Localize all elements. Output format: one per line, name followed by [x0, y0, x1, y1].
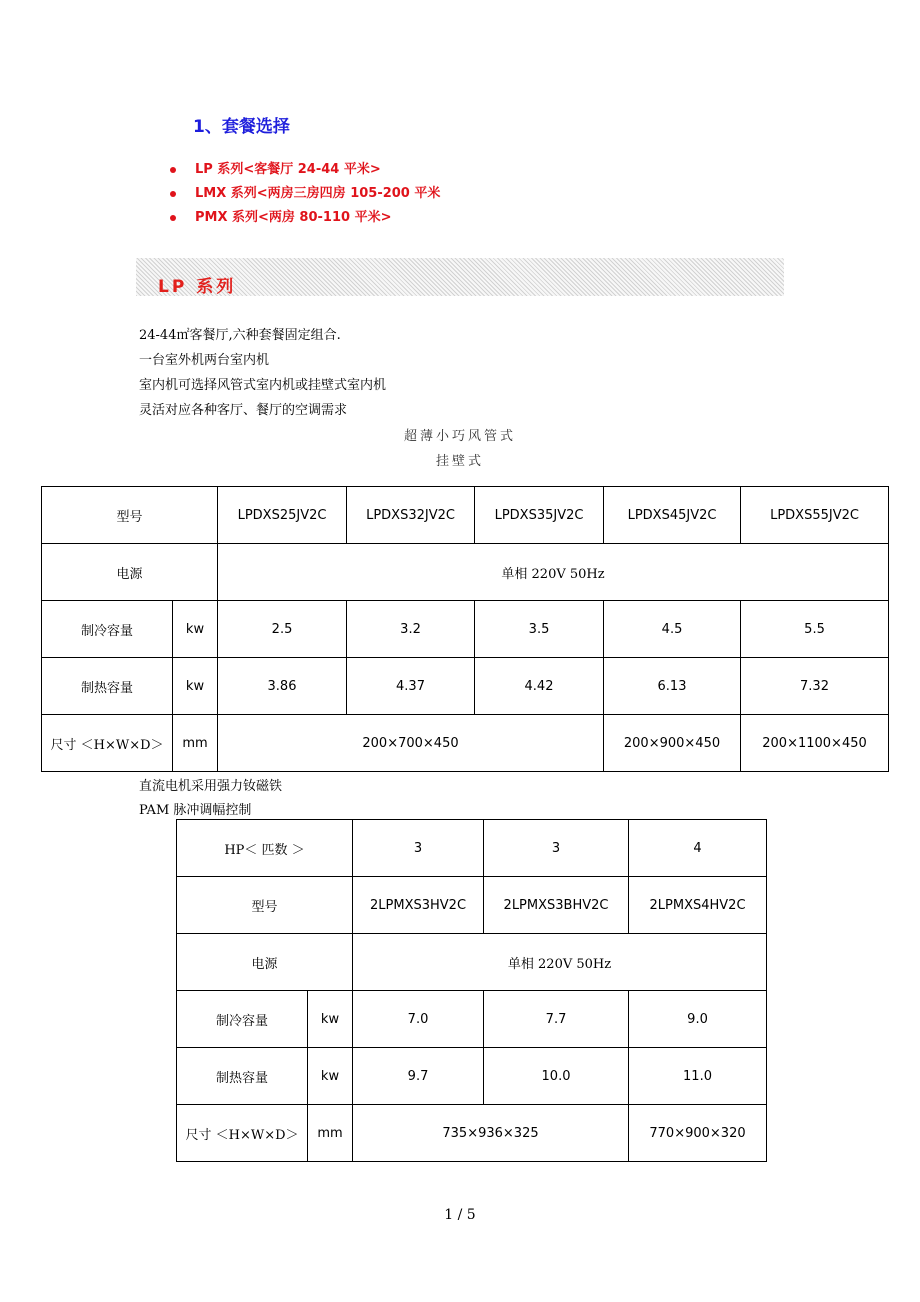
caption-wall-type: 挂壁式: [435, 454, 484, 469]
package-item: [170, 160, 440, 184]
package-item: [170, 184, 440, 208]
value-cell: 7.0: [353, 991, 484, 1048]
value-cell: 7.32: [741, 658, 889, 715]
note-line: 直流电机采用强力钕磁铁: [139, 779, 283, 794]
package-label: LMX 系列<两房三房四房 105-200 平米: [195, 186, 441, 201]
intro-line: 灵活对应各种客厅、餐厅的空调需求: [139, 403, 348, 418]
value-cell: 6.13: [604, 658, 741, 715]
model-cell: 2LPMXS3HV2C: [353, 877, 484, 934]
value-cell: 3: [484, 820, 629, 877]
table-row: [177, 1105, 767, 1162]
table-row: [177, 991, 767, 1048]
value-cell: 9.0: [629, 991, 767, 1048]
value-cell: 3.86: [218, 658, 347, 715]
value-cell: 9.7: [353, 1048, 484, 1105]
cooling-label: 制冷容量: [177, 991, 308, 1048]
size-label: 尺寸 ＜H×W×D＞: [42, 715, 173, 772]
table-row: [42, 544, 889, 601]
bullet-dot-icon: [170, 215, 176, 221]
unit-cell: kw: [173, 658, 218, 715]
lpmx-spec-table: [176, 819, 767, 1162]
table-row: [177, 820, 767, 877]
size-cell: 200×900×450: [604, 715, 741, 772]
package-item: [170, 208, 440, 232]
table-row: [42, 601, 889, 658]
model-label: 型号: [42, 487, 218, 544]
lp-spec-table: [41, 486, 889, 772]
bullet-dot-icon: [170, 191, 176, 197]
value-cell: 10.0: [484, 1048, 629, 1105]
power-value: 单相 220V 50Hz: [353, 934, 767, 991]
cooling-label: 制冷容量: [42, 601, 173, 658]
power-label: 电源: [42, 544, 218, 601]
note-line: PAM 脉冲调幅控制: [139, 803, 252, 818]
size-cell: 200×700×450: [218, 715, 604, 772]
value-cell: 3.5: [475, 601, 604, 658]
series-banner: [136, 258, 784, 296]
model-cell: 2LPMXS4HV2C: [629, 877, 767, 934]
value-cell: 7.7: [484, 991, 629, 1048]
size-cell: 770×900×320: [629, 1105, 767, 1162]
value-cell: 4: [629, 820, 767, 877]
model-label: 型号: [177, 877, 353, 934]
table-row: [177, 877, 767, 934]
bullet-dot-icon: [170, 167, 176, 173]
value-cell: 11.0: [629, 1048, 767, 1105]
intro-line: 室内机可选择风管式室内机或挂壁式室内机: [139, 378, 387, 393]
size-cell: 200×1100×450: [741, 715, 889, 772]
unit-cell: kw: [308, 1048, 353, 1105]
value-cell: 3.2: [347, 601, 475, 658]
intro-text: [139, 327, 386, 427]
unit-cell: kw: [308, 991, 353, 1048]
page-number: 1 / 5: [444, 1207, 476, 1223]
model-cell: LPDXS32JV2C: [347, 487, 475, 544]
unit-cell: kw: [173, 601, 218, 658]
value-cell: 4.5: [604, 601, 741, 658]
hp-label: HP＜ 匹数 ＞: [177, 820, 353, 877]
model-cell: LPDXS45JV2C: [604, 487, 741, 544]
model-cell: LPDXS25JV2C: [218, 487, 347, 544]
model-cell: LPDXS35JV2C: [475, 487, 604, 544]
power-label: 电源: [177, 934, 353, 991]
package-label: PMX 系列<两房 80-110 平米>: [195, 210, 392, 225]
banner-title: LP 系列: [158, 277, 237, 297]
package-label: LP 系列<客餐厅 24-44 平米>: [195, 162, 381, 177]
value-cell: 5.5: [741, 601, 889, 658]
heating-label: 制热容量: [177, 1048, 308, 1105]
heating-label: 制热容量: [42, 658, 173, 715]
caption-duct-type: 超薄小巧风管式: [403, 429, 516, 444]
table-row: [42, 658, 889, 715]
size-label: 尺寸 ＜H×W×D＞: [177, 1105, 308, 1162]
unit-cell: mm: [173, 715, 218, 772]
unit-cell: mm: [308, 1105, 353, 1162]
value-cell: 3: [353, 820, 484, 877]
section-heading: 1、套餐选择: [193, 117, 290, 137]
model-cell: LPDXS55JV2C: [741, 487, 889, 544]
value-cell: 2.5: [218, 601, 347, 658]
package-list: [170, 160, 440, 232]
value-cell: 4.42: [475, 658, 604, 715]
table-row: [42, 715, 889, 772]
intro-line: 24-44㎡客餐厅,六种套餐固定组合.: [139, 328, 341, 343]
table-row: [177, 1048, 767, 1105]
model-cell: 2LPMXS3BHV2C: [484, 877, 629, 934]
table-row: [177, 934, 767, 991]
value-cell: 4.37: [347, 658, 475, 715]
power-value: 单相 220V 50Hz: [218, 544, 889, 601]
table-row: [42, 487, 889, 544]
size-cell: 735×936×325: [353, 1105, 629, 1162]
intro-line: 一台室外机两台室内机: [139, 353, 270, 368]
